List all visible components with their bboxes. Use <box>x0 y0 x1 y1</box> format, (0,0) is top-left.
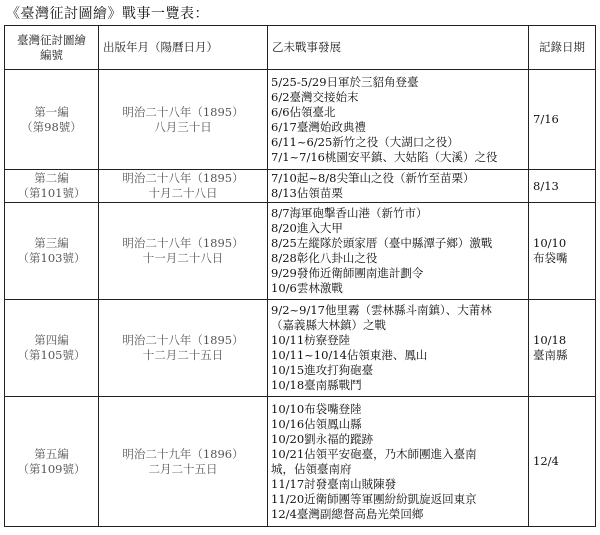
published-date: 八月三十日 <box>154 119 212 134</box>
table-row <box>5 70 596 170</box>
events-cell <box>268 70 529 170</box>
event-line: 10/20劉永福的蹤跡 <box>271 431 374 446</box>
event-line: 8/28彰化八卦山之役 <box>271 251 378 265</box>
event-line: （嘉義縣大林鎮）之戰 <box>271 318 386 332</box>
published-year: 明治二十九年（1896） <box>122 446 244 461</box>
header-events: 乙未戰事發展 <box>268 26 529 70</box>
header-volume-line1: 臺灣征討圖繪 <box>17 32 86 47</box>
header-published: 出版年月（陽曆日月） <box>99 26 268 70</box>
event-line: 7/10起~8/8尖筆山之役（新竹至苗栗） <box>271 171 475 185</box>
event-line: 6/6佔領臺北 <box>271 104 336 119</box>
event-line: 6/11~6/25新竹之役（大湖口之役） <box>271 134 459 149</box>
event-line: 10/21佔領平安砲臺，乃木師團進入臺南 <box>271 446 477 461</box>
table-header-row <box>5 26 596 70</box>
event-line: 9/2~9/17他里霧（雲林縣斗南鎮）、大莆林 <box>271 303 492 317</box>
recorded-cell <box>529 70 596 170</box>
table-row <box>5 203 596 300</box>
published-cell <box>99 300 268 397</box>
recorded-place: 臺南縣 <box>533 348 568 362</box>
event-line: 8/25左縱隊於頭家厝（臺中縣潭子鄉）激戰 <box>271 236 493 250</box>
event-line: 10/6雲林激戰 <box>271 281 343 295</box>
event-line: 11/20近衛師團等軍團紛紛凱旋返回東京 <box>271 491 477 506</box>
event-line: 城，佔領臺南府 <box>271 461 352 476</box>
published-year: 明治二十八年（1895） <box>122 104 244 119</box>
recorded-date: 10/18 <box>533 333 567 347</box>
event-line: 5/25-5/29日軍於三貂角登臺 <box>271 74 419 89</box>
header-recorded: 記錄日期 <box>529 26 596 70</box>
volume-cell <box>5 203 99 300</box>
events-cell <box>268 170 529 203</box>
volume-number: （第98號） <box>21 119 82 134</box>
volume-number: （第105號） <box>17 348 86 362</box>
recorded-cell <box>529 170 596 203</box>
event-line: 9/29發佈近衛師團南進計劃令 <box>271 266 424 280</box>
published-cell <box>99 397 268 527</box>
event-line: 10/10布袋嘴登陸 <box>271 401 362 416</box>
published-year: 明治二十八年（1895） <box>122 236 244 250</box>
events-cell <box>268 300 529 397</box>
volume-name: 第二編 <box>34 171 69 185</box>
event-line: 10/11~10/14佔領東港、鳳山 <box>271 348 428 362</box>
volume-number: （第109號） <box>17 461 86 476</box>
published-date: 十一月二十八日 <box>142 251 224 265</box>
recorded-date: 8/13 <box>533 178 559 193</box>
volume-number: （第103號） <box>17 251 86 265</box>
published-cell <box>99 203 268 300</box>
volume-cell <box>5 170 99 203</box>
volume-name: 第三編 <box>34 236 69 250</box>
event-line: 12/4臺灣副總督高島光榮回鄉 <box>271 506 424 521</box>
volume-cell <box>5 397 99 527</box>
volume-cell <box>5 70 99 170</box>
header-volume-line2: 編號 <box>40 47 63 62</box>
recorded-cell <box>529 300 596 397</box>
event-line: 6/17臺灣始政典禮 <box>271 119 366 134</box>
volume-cell <box>5 300 99 397</box>
recorded-date: 10/10 <box>533 236 567 250</box>
header-volume <box>5 26 99 70</box>
table-row <box>5 300 596 397</box>
event-line: 10/16佔領鳳山縣 <box>271 416 362 431</box>
event-line: 7/1~7/16桃園安平鎮、大姑陷（大溪）之役 <box>271 149 498 164</box>
published-cell <box>99 170 268 203</box>
events-cell <box>268 397 529 527</box>
published-cell <box>99 70 268 170</box>
published-year: 明治二十八年（1895） <box>122 333 244 347</box>
event-line: 8/20進入大甲 <box>271 221 343 235</box>
recorded-place: 布袋嘴 <box>533 251 568 265</box>
volume-number: （第101號） <box>17 186 86 200</box>
event-line: 8/7海軍砲擊香山港（新竹市） <box>271 206 428 220</box>
recorded-date: 7/16 <box>533 112 559 126</box>
published-date: 十二月二十五日 <box>142 348 224 362</box>
event-line: 8/13佔領苗栗 <box>271 186 343 200</box>
published-date: 十月二十八日 <box>148 186 218 200</box>
published-date: 二月二十五日 <box>148 461 218 476</box>
volume-name: 第四編 <box>34 333 69 347</box>
published-year: 明治二十八年（1895） <box>122 171 244 185</box>
event-line: 10/18臺南縣戰鬥 <box>271 378 362 392</box>
recorded-cell <box>529 397 596 527</box>
page-title: 《臺灣征討圖繪》戰事一覽表： <box>6 6 209 22</box>
event-line: 6/2臺灣交接始末 <box>271 89 359 104</box>
recorded-cell <box>529 203 596 300</box>
table-row <box>5 170 596 203</box>
volume-name: 第五編 <box>34 446 69 461</box>
event-line: 11/17討發臺南山賊陳發 <box>271 476 397 491</box>
events-cell <box>268 203 529 300</box>
table-row <box>5 397 596 527</box>
event-line: 10/11枋寮登陸 <box>271 333 351 347</box>
volume-name: 第一編 <box>34 104 69 119</box>
war-events-table <box>4 25 596 527</box>
recorded-date: 12/4 <box>533 454 559 468</box>
event-line: 10/15進攻打狗砲臺 <box>271 363 374 377</box>
